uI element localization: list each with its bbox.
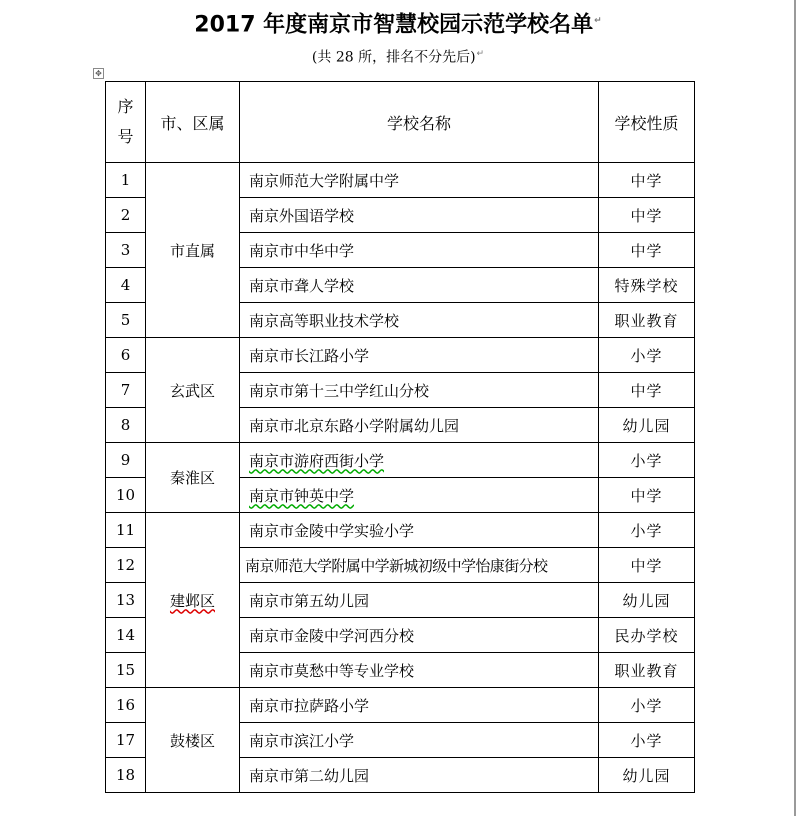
school-type: 小学 bbox=[599, 513, 695, 548]
school-type: 中学 bbox=[599, 373, 695, 408]
spellcheck-underlined-text: 南京市钟英中学 bbox=[249, 486, 355, 505]
table-header-row bbox=[106, 82, 695, 163]
school-name: 南京外国语学校 bbox=[240, 198, 599, 233]
school-name: 南京市长江路小学 bbox=[240, 338, 599, 373]
row-number: 10 bbox=[106, 478, 146, 513]
row-number: 6 bbox=[106, 338, 146, 373]
school-type: 小学 bbox=[599, 723, 695, 758]
paragraph-mark: ↵ bbox=[476, 49, 485, 59]
school-type: 幼儿园 bbox=[599, 583, 695, 618]
school-type: 幼儿园 bbox=[599, 758, 695, 793]
table-row bbox=[106, 513, 695, 548]
row-number: 7 bbox=[106, 373, 146, 408]
school-name: 南京市第十三中学红山分校 bbox=[240, 373, 599, 408]
school-type: 中学 bbox=[599, 198, 695, 233]
row-number: 15 bbox=[106, 653, 146, 688]
district-cell bbox=[146, 513, 240, 688]
spellcheck-underlined-text: 南京市游府西街小学 bbox=[249, 451, 385, 470]
row-number: 17 bbox=[106, 723, 146, 758]
school-name: 南京高等职业技术学校 bbox=[240, 303, 599, 338]
row-number: 2 bbox=[106, 198, 146, 233]
document-subtitle: (共 28 所，排名不分先后)↵ bbox=[311, 49, 485, 66]
school-name: 南京市金陵中学实验小学 bbox=[240, 513, 599, 548]
row-number: 14 bbox=[106, 618, 146, 653]
school-name: 南京市拉萨路小学 bbox=[240, 688, 599, 723]
school-name: 南京市莫愁中等专业学校 bbox=[240, 653, 599, 688]
spellcheck-underlined-text: 建邺区 bbox=[169, 591, 215, 610]
table-move-handle-icon[interactable]: ✥ bbox=[93, 68, 104, 79]
school-type: 民办学校 bbox=[599, 618, 695, 653]
school-type: 小学 bbox=[599, 338, 695, 373]
row-number: 13 bbox=[106, 583, 146, 618]
school-name: 南京市第二幼儿园 bbox=[240, 758, 599, 793]
header-district: 市、区属 bbox=[146, 82, 240, 163]
table-row bbox=[106, 338, 695, 373]
header-number: 序 号 bbox=[106, 82, 146, 163]
school-name: 南京师范大学附属中学新城初级中学怡康街分校 bbox=[240, 548, 599, 583]
school-type: 特殊学校 bbox=[599, 268, 695, 303]
school-type: 中学 bbox=[599, 478, 695, 513]
row-number: 3 bbox=[106, 233, 146, 268]
row-number: 1 bbox=[106, 163, 146, 198]
row-number: 4 bbox=[106, 268, 146, 303]
header-school-type: 学校性质 bbox=[599, 82, 695, 163]
district-cell: 市直属 bbox=[146, 163, 240, 338]
header-school-name: 学校名称 bbox=[240, 82, 599, 163]
school-name: 南京市北京东路小学附属幼儿园 bbox=[240, 408, 599, 443]
school-type: 中学 bbox=[599, 233, 695, 268]
district-cell: 玄武区 bbox=[146, 338, 240, 443]
row-number: 8 bbox=[106, 408, 146, 443]
school-type: 职业教育 bbox=[599, 303, 695, 338]
paragraph-mark: ↵ bbox=[594, 16, 602, 26]
school-name bbox=[240, 478, 599, 513]
school-type: 职业教育 bbox=[599, 653, 695, 688]
district-cell: 秦淮区 bbox=[146, 443, 240, 513]
school-name bbox=[240, 443, 599, 478]
school-name: 南京市第五幼儿园 bbox=[240, 583, 599, 618]
row-number: 5 bbox=[106, 303, 146, 338]
school-type: 中学 bbox=[599, 163, 695, 198]
row-number: 11 bbox=[106, 513, 146, 548]
school-name: 南京师范大学附属中学 bbox=[240, 163, 599, 198]
school-name: 南京市金陵中学河西分校 bbox=[240, 618, 599, 653]
district-cell: 鼓楼区 bbox=[146, 688, 240, 793]
school-name: 南京市中华中学 bbox=[240, 233, 599, 268]
table-row bbox=[106, 443, 695, 478]
school-type: 小学 bbox=[599, 443, 695, 478]
row-number: 16 bbox=[106, 688, 146, 723]
document-title: 2017 年度南京市智慧校园示范学校名单↵ bbox=[194, 12, 602, 38]
row-number: 9 bbox=[106, 443, 146, 478]
school-name: 南京市滨江小学 bbox=[240, 723, 599, 758]
school-type: 小学 bbox=[599, 688, 695, 723]
school-type: 中学 bbox=[599, 548, 695, 583]
school-list-table bbox=[105, 81, 695, 793]
table-row bbox=[106, 163, 695, 198]
school-name: 南京市聋人学校 bbox=[240, 268, 599, 303]
row-number: 12 bbox=[106, 548, 146, 583]
row-number: 18 bbox=[106, 758, 146, 793]
table-row bbox=[106, 688, 695, 723]
school-type: 幼儿园 bbox=[599, 408, 695, 443]
